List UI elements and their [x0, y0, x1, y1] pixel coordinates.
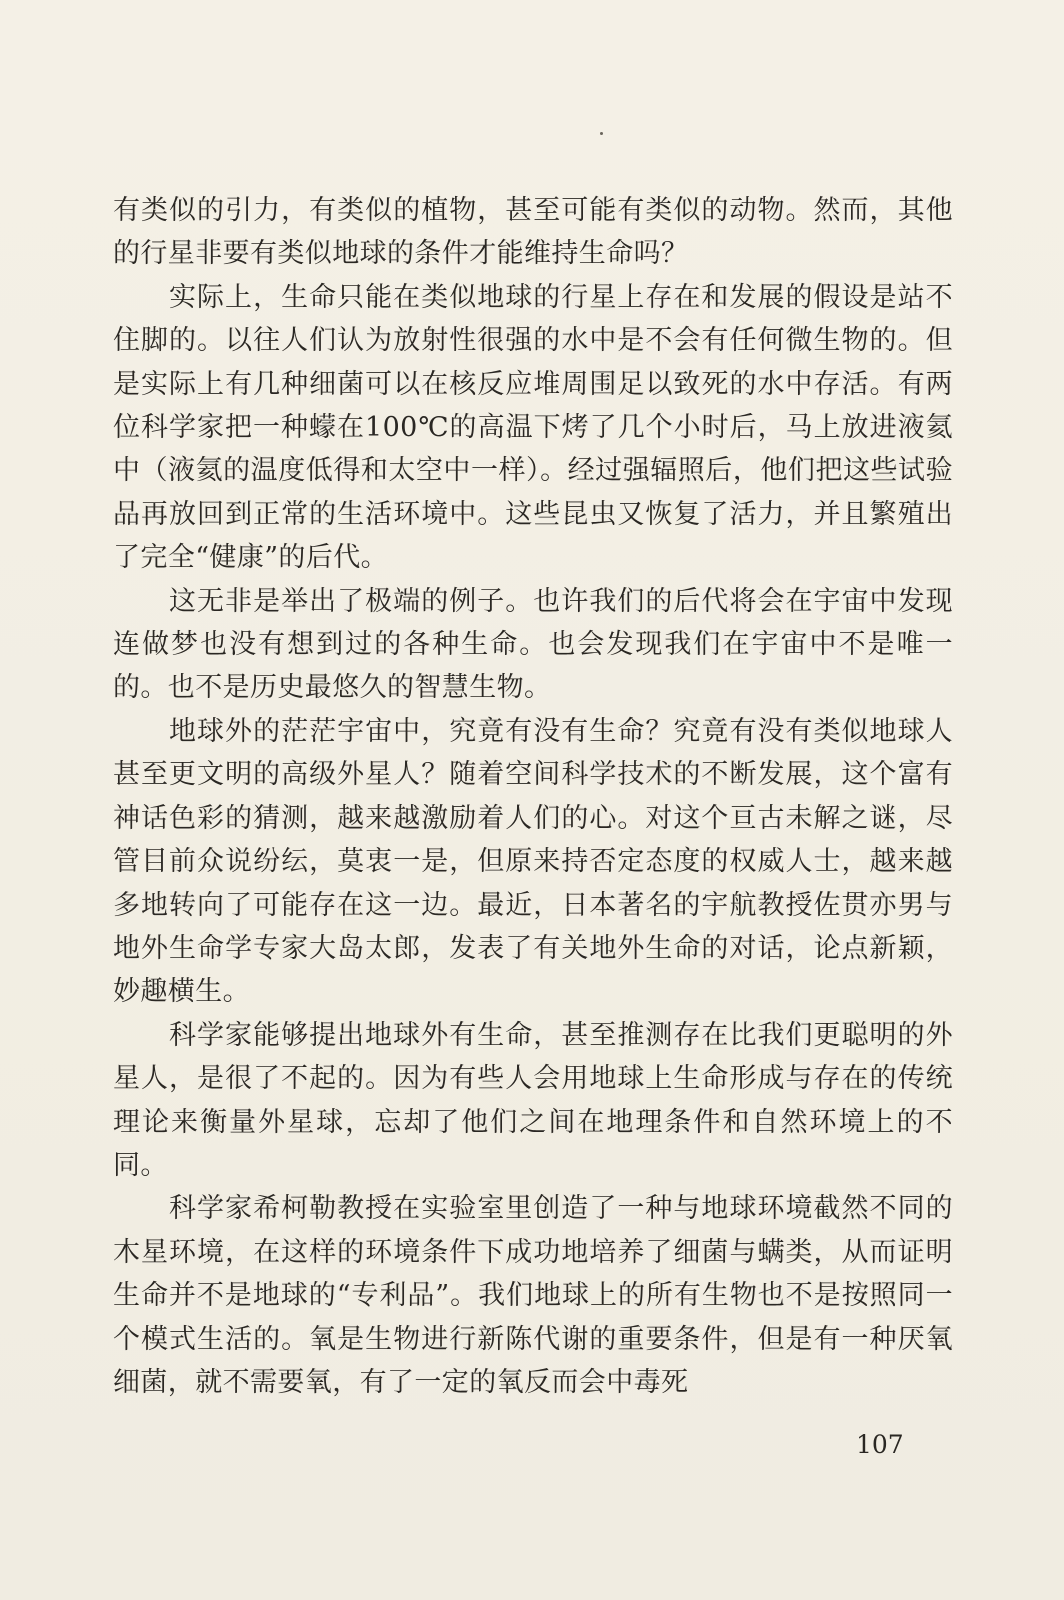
- paragraph-5: 科学家能够提出地球外有生命，甚至推测存在比我们更聪明的外星人，是很了不起的。因为有些人会用地球上生命形成与存在的传统理论来衡量外星球，忘却了他们之间在地理条件和自然环境上的不同。: [113, 1019, 953, 1181]
- paragraph-2: 实际上，生命只能在类似地球的行星上存在和发展的假设是站不住脚的。以往人们认为放射性很强的水中是不会有任何微生物的。但是实际上有几种细菌可以在核反应堆周围足以致死的水中存活。有两位科学家把一种蠓在100℃的高温下烤了几个小时后，马上放进液氦中（液氦的温度低得和太空中一样）。经过强辐照后，他们把这些试验品再放回到正常的生活环境中。这些昆虫又恢复了活力，并且繁殖出了完全“健康”的后代。: [113, 281, 953, 574]
- page-body-text: [113, 189, 953, 1404]
- print-speck: [600, 132, 603, 135]
- paragraph-3: 这无非是举出了极端的例子。也许我们的后代将会在宇宙中发现连做梦也没有想到过的各种生命。也会发现我们在宇宙中不是唯一的。也不是历史最悠久的智慧生物。: [113, 585, 953, 704]
- page-number: 107: [856, 1430, 904, 1459]
- paragraph-4: 地球外的茫茫宇宙中，究竟有没有生命？究竟有没有类似地球人甚至更文明的高级外星人？随着空间科学技术的不断发展，这个富有神话色彩的猜测，越来越激励着人们的心。对这个亘古未解之谜，尽管目前众说纷纭，莫衷一是，但原来持否定态度的权威人士，越来越多地转向了可能存在这一边。最近，日本著名的宇航教授佐贯亦男与地外生命学专家大岛太郎，发表了有关地外生命的对话，论点新颖，妙趣横生。: [113, 715, 953, 1008]
- paragraph-1: 有类似的引力，有类似的植物，甚至可能有类似的动物。然而，其他的行星非要有类似地球的条件才能维持生命吗？: [113, 195, 953, 270]
- paragraph-6: 科学家希柯勒教授在实验室里创造了一种与地球环境截然不同的木星环境，在这样的环境条件下成功地培养了细菌与螨类，从而证明生命并不是地球的“专利品”。我们地球上的所有生物也不是按照同一个模式生活的。氧是生物进行新陈代谢的重要条件，但是有一种厌氧细菌，就不需要氧，有了一定的氧反而会中毒死: [113, 1193, 953, 1398]
